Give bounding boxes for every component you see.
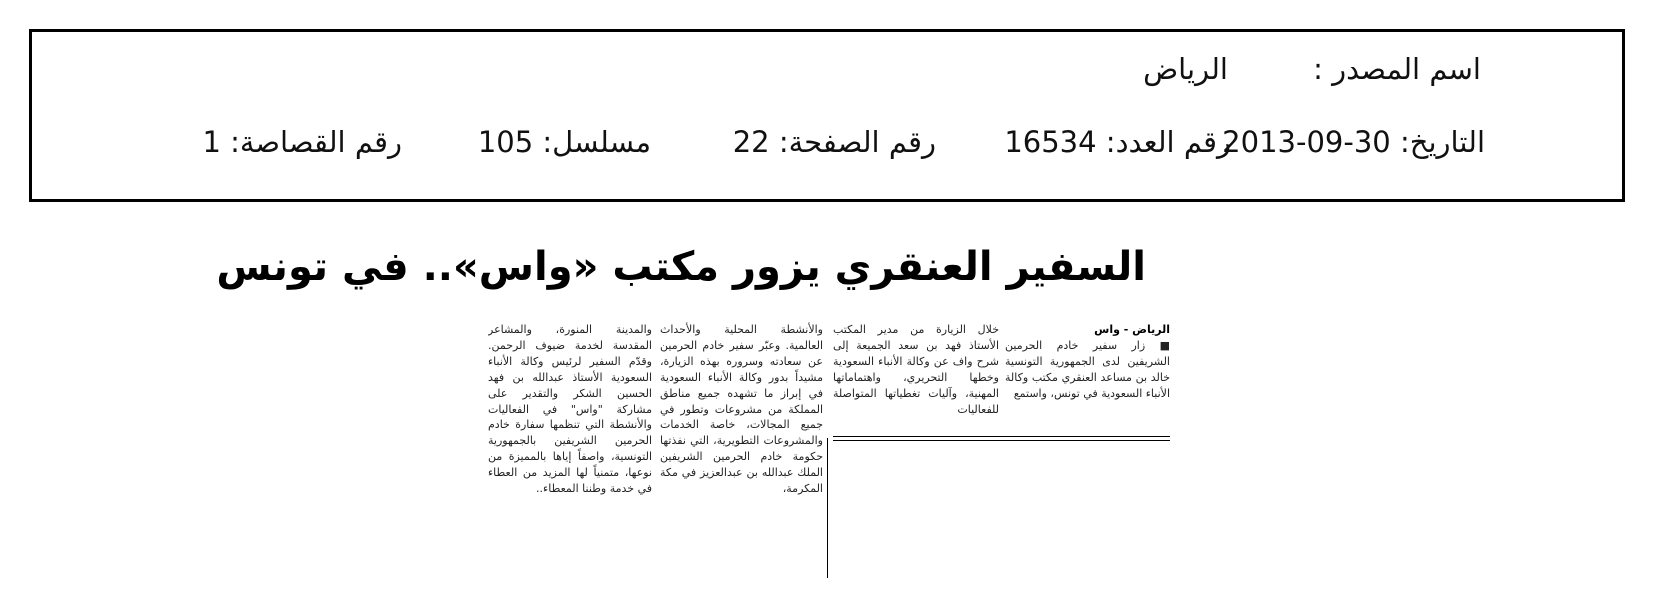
column-2-text: خلال الزيارة من مدير المكتب الأستاذ فهد بن سعد الجميعة إلى شرح واف عن وكالة الأنباء السعودية وخطها التحريري، واهتماماتها المهنية، وآليات تغطياتها المتواصلة للفعاليات [833, 323, 999, 416]
column-divider [827, 438, 828, 578]
article-headline: السفير العنقري يزور مكتب «واس».. في تونس [216, 244, 1146, 290]
article-column-4 [488, 322, 652, 542]
column-bottom-rule-2 [833, 440, 1170, 441]
serial-field: مسلسل: 105 [477, 125, 651, 159]
article-dateline: الرياض - واس [1094, 323, 1170, 336]
page-number-field: رقم الصفحة: 22 [732, 125, 936, 159]
article-column-2 [833, 322, 999, 432]
column-3-text: والأنشطة المحلية والأحداث العالمية. وعبّر سفير خادم الحرمين عن سعادته وسروره بهذه الزيارة، مشيداً بدور وكالة الأنباء السعودية في إبراز ما تشهده جميع مناطق المملكة من مشروعات وتطور في جميع المجالات، خاصة الخدمات والمشروعات التطويرية، التي نفذتها حكومة خادم الحرمين الشريفين الملك عبدالله بن عبدالعزيز في مكة المكرمة، [660, 323, 823, 496]
column-bottom-rule [833, 436, 1170, 437]
column-1-text: ■ زار سفير خادم الحرمين الشريفين لدى الجمهورية التونسية خالد بن مساعد العنقري مكتب وكالة الأنباء السعودية في تونس، واستمع [1005, 338, 1170, 400]
article-column-3 [660, 322, 823, 580]
source-label: اسم المصدر : [1313, 52, 1481, 86]
date-field: التاريخ: 30-09-2013 [1222, 125, 1485, 159]
column-4-text: والمدينة المنورة، والمشاعر المقدسة لخدمة ضيوف الرحمن. وقدّم السفير لرئيس وكالة الأنباء السعودية الأستاذ عبدالله بن فهد الحسين الشكر والتقدير على مشاركة "واس" في الفعاليات والأنشطة التي تنظمها سفارة خادم الحرمين الشريفين بالجمهورية التونسية، واصفاً إياها بالمميزة من نوعها، متمنياً لها المزيد من العطاء في خدمة وطننا المعطاء.. [488, 323, 652, 496]
article-column-1 [1005, 322, 1170, 432]
clipping-number-field: رقم القصاصة: 1 [202, 125, 402, 159]
source-value: الرياض [1143, 52, 1228, 86]
issue-number-field: رقم العدد: 16534 [1004, 125, 1231, 159]
